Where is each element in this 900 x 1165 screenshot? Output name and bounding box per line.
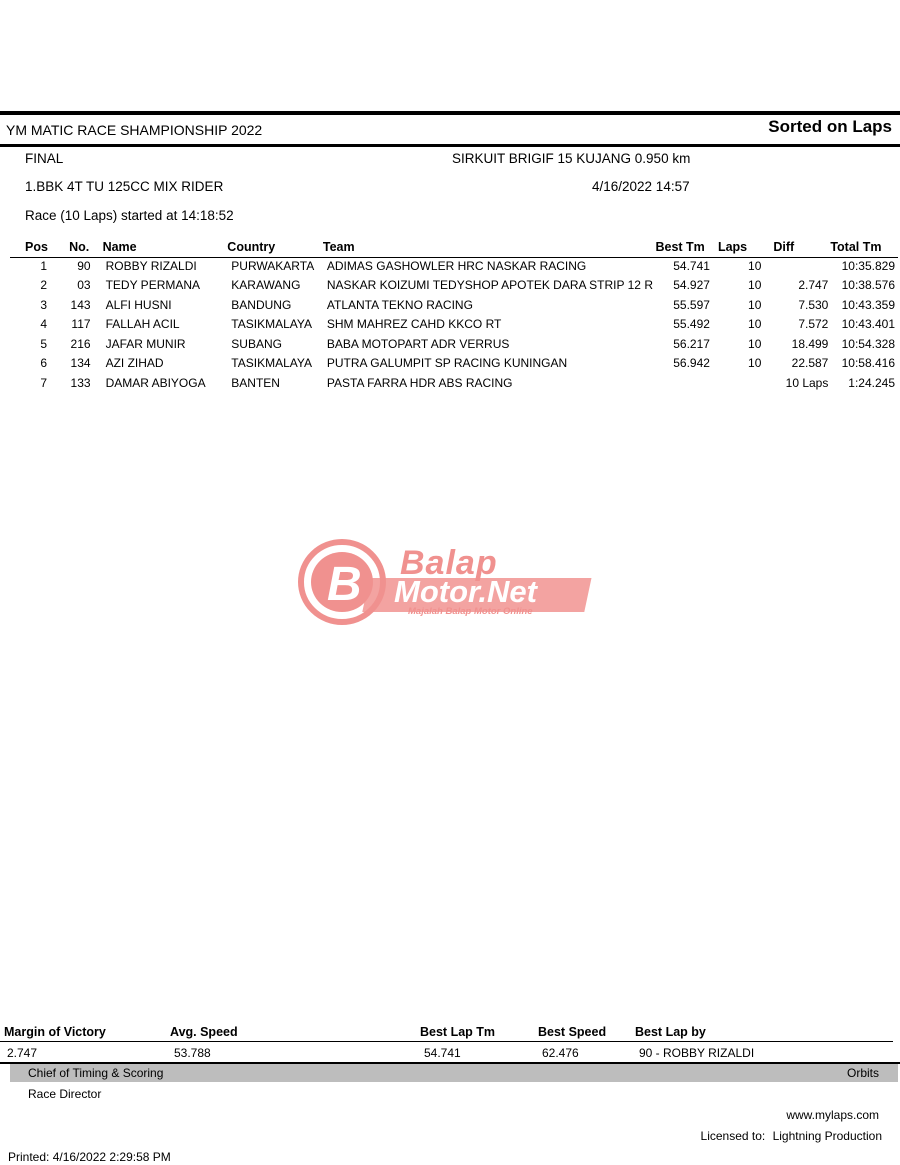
summary-label-best-speed: Best Speed <box>538 1025 607 1039</box>
cell-country: BANTEN <box>231 375 280 390</box>
col-laps: Laps <box>717 240 748 254</box>
cell-pos: 2 <box>40 278 48 293</box>
cell-total: 1:24.245 <box>848 375 895 390</box>
sort-label: Sorted on Laps <box>768 117 892 136</box>
table-row <box>0 373 900 393</box>
table-row <box>0 315 900 335</box>
cell-total: 10:38.576 <box>841 278 895 293</box>
table-row <box>0 256 900 276</box>
table-header-row <box>0 238 900 256</box>
cell-team: BABA MOTOPART ADR VERRUS <box>326 336 510 351</box>
summary-value-best-lap-tm: 54.741 <box>424 1046 461 1060</box>
table-row <box>0 295 900 315</box>
header-top-rule <box>0 111 900 115</box>
cell-best: 54.927 <box>673 278 710 293</box>
cell-no: 134 <box>70 356 91 371</box>
cell-country: TASIKMALAYA <box>231 356 312 371</box>
header-bottom-rule <box>0 144 900 147</box>
cell-name: ROBBY RIZALDI <box>105 258 197 273</box>
cell-no: 03 <box>77 278 91 293</box>
cell-team: NASKAR KOIZUMI TEDYSHOP APOTEK DARA STRIP 12 R <box>326 278 653 293</box>
table-header-rule <box>10 257 898 258</box>
website-link[interactable]: www.mylaps.com <box>786 1108 879 1122</box>
race-director-label: Race Director <box>28 1087 102 1101</box>
cell-team: PASTA FARRA HDR ABS RACING <box>326 375 513 390</box>
summary-value-best-lap-by: 90 - ROBBY RIZALDI <box>639 1046 755 1060</box>
cell-laps <box>718 373 773 393</box>
cell-no: 216 <box>70 336 91 351</box>
cell-total: 10:43.401 <box>841 317 895 332</box>
col-no: No. <box>69 240 90 254</box>
cell-name: AZI ZIHAD <box>105 356 164 371</box>
cell-country: KARAWANG <box>231 278 301 293</box>
summary-label-margin: Margin of Victory <box>4 1025 106 1039</box>
cell-no: 90 <box>77 258 91 273</box>
licensed-line <box>701 1129 882 1143</box>
cell-best: 56.942 <box>673 356 710 371</box>
cell-best: 55.597 <box>673 297 710 312</box>
cell-best: 54.741 <box>673 258 710 273</box>
summary-value-avg-speed: 53.788 <box>174 1046 211 1060</box>
cell-country: SUBANG <box>231 336 282 351</box>
cell-diff: 2.747 <box>798 278 829 293</box>
summary-value-best-speed: 62.476 <box>542 1046 579 1060</box>
cell-pos: 7 <box>40 375 48 390</box>
col-diff: Diff <box>773 240 795 254</box>
cell-best: 55.492 <box>673 317 710 332</box>
cell-diff: 7.572 <box>798 317 829 332</box>
cell-pos: 5 <box>40 336 48 351</box>
table-row <box>0 354 900 374</box>
cell-diff: 10 Laps <box>785 375 829 390</box>
event-title: YM MATIC RACE SHAMPIONSHIP 2022 <box>6 122 263 138</box>
cell-team: SHM MAHREZ CAHD KKCO RT <box>326 317 502 332</box>
licensed-label: Licensed to: <box>700 1129 766 1143</box>
watermark-line1: Balap <box>400 544 498 582</box>
table-row <box>0 334 900 354</box>
cell-total: 10:35.829 <box>841 258 895 273</box>
summary-label-avg-speed: Avg. Speed <box>170 1025 238 1039</box>
cell-total: 10:54.328 <box>841 336 895 351</box>
cell-best: 56.217 <box>673 336 710 351</box>
col-best: Best Tm <box>655 240 705 254</box>
licensed-to-value: Lightning Production <box>772 1129 882 1143</box>
class-label: 1.BBK 4T TU 125CC MIX RIDER <box>25 179 224 194</box>
cell-diff <box>773 256 830 276</box>
orbits-label: Orbits <box>846 1066 879 1080</box>
cell-diff: 7.530 <box>798 297 829 312</box>
cell-total: 10:43.359 <box>841 297 895 312</box>
results-table <box>0 238 900 393</box>
cell-laps: 10 <box>748 336 762 351</box>
cell-best <box>655 373 717 393</box>
summary-value-margin: 2.747 <box>7 1046 38 1060</box>
cell-pos: 3 <box>40 297 48 312</box>
cell-team: PUTRA GALUMPIT SP RACING KUNINGAN <box>326 356 568 371</box>
col-team: Team <box>322 240 355 254</box>
session-label: FINAL <box>25 151 64 166</box>
cell-country: PURWAKARTA <box>231 258 315 273</box>
cell-team: ADIMAS GASHOWLER HRC NASKAR RACING <box>326 258 587 273</box>
cell-no: 143 <box>70 297 91 312</box>
balapmotor-watermark <box>298 538 604 626</box>
watermark-line2: Motor.Net <box>394 574 537 609</box>
cell-name: DAMAR ABIYOGA <box>105 375 206 390</box>
chief-of-timing-label: Chief of Timing & Scoring <box>28 1066 164 1080</box>
table-row <box>0 276 900 296</box>
cell-diff: 18.499 <box>791 336 829 351</box>
cell-laps: 10 <box>748 297 762 312</box>
watermark-tagline: Majalah Balap Motor Online <box>408 606 533 617</box>
cell-name: TEDY PERMANA <box>105 278 201 293</box>
cell-laps: 10 <box>748 317 762 332</box>
cell-total: 10:58.416 <box>841 356 895 371</box>
svg-text:B: B <box>327 558 362 611</box>
cell-name: FALLAH ACIL <box>105 317 180 332</box>
cell-pos: 6 <box>40 356 48 371</box>
col-total: Total Tm <box>830 240 882 254</box>
col-pos: Pos <box>25 240 48 254</box>
cell-pos: 1 <box>40 258 48 273</box>
cell-country: BANDUNG <box>231 297 292 312</box>
summary-label-best-lap-tm: Best Lap Tm <box>420 1025 496 1039</box>
cell-no: 133 <box>70 375 91 390</box>
cell-laps: 10 <box>748 278 762 293</box>
printed-timestamp: Printed: 4/16/2022 2:29:58 PM <box>8 1150 171 1164</box>
cell-laps: 10 <box>748 356 762 371</box>
summary-rule <box>0 1041 893 1042</box>
datetime-label: 4/16/2022 14:57 <box>592 179 690 194</box>
summary-label-best-lap-by: Best Lap by <box>635 1025 706 1039</box>
race-info: Race (10 Laps) started at 14:18:52 <box>25 208 234 223</box>
col-country: Country <box>227 240 276 254</box>
cell-diff: 22.587 <box>791 356 829 371</box>
cell-laps: 10 <box>748 258 762 273</box>
cell-no: 117 <box>71 317 91 332</box>
cell-country: TASIKMALAYA <box>231 317 312 332</box>
cell-pos: 4 <box>40 317 48 332</box>
cell-name: ALFI HUSNI <box>105 297 172 312</box>
cell-team: ATLANTA TEKNO RACING <box>326 297 473 312</box>
cell-name: JAFAR MUNIR <box>105 336 186 351</box>
col-name: Name <box>102 240 137 254</box>
circuit-label: SIRKUIT BRIGIF 15 KUJANG 0.950 km <box>452 151 691 166</box>
